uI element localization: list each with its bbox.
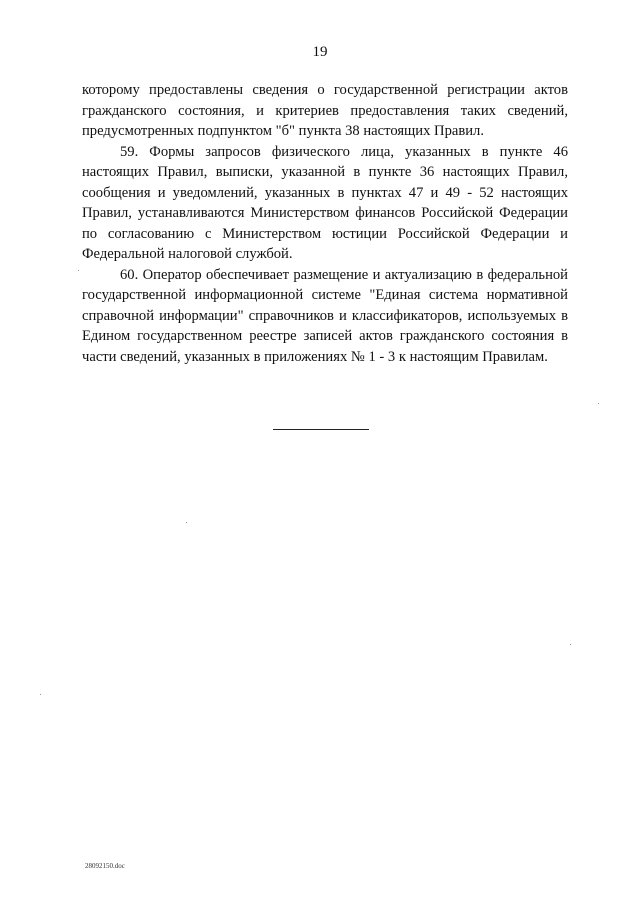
scan-speck [570, 644, 571, 645]
scan-speck [40, 694, 41, 695]
end-divider-line [273, 429, 369, 430]
paragraph-continuation: которому предоставлены сведения о государственной регистрации актов гражданского состояния, и критериев предоставления таких сведений, предусмотренных подпунктом "б" пункта 38 настоящих Правил. [82, 82, 568, 139]
footer-doc-code: 28092150.doc [85, 862, 125, 870]
scan-speck [78, 270, 79, 271]
page-number: 19 [312, 44, 328, 60]
scan-speck [598, 403, 599, 404]
paragraph-60: 60. Оператор обеспечивает размещение и актуализацию в федеральной государственной информационной системе "Единая система нормативной справочной информации" справочников и классификаторов, используемых в Едином государственном реестре записей актов гражданского состояния в части сведений, указанных в приложениях № 1 - 3 к настоящим Правилам. [82, 266, 568, 365]
paragraph-59: 59. Формы запросов физического лица, указанных в пункте 46 настоящих Правил, выписки, указанной в пункте 36 настоящих Правил, сообщения и уведомлений, указанных в пунктах 47 и 49 - 52 настоящих Правил, устанавливаются Министерством финансов Российской Федерации по согласованию с Министерством юстиции Российской Федерации и Федеральной налоговой службой. [82, 143, 568, 262]
document-body [82, 80, 568, 367]
scan-speck [186, 522, 187, 523]
